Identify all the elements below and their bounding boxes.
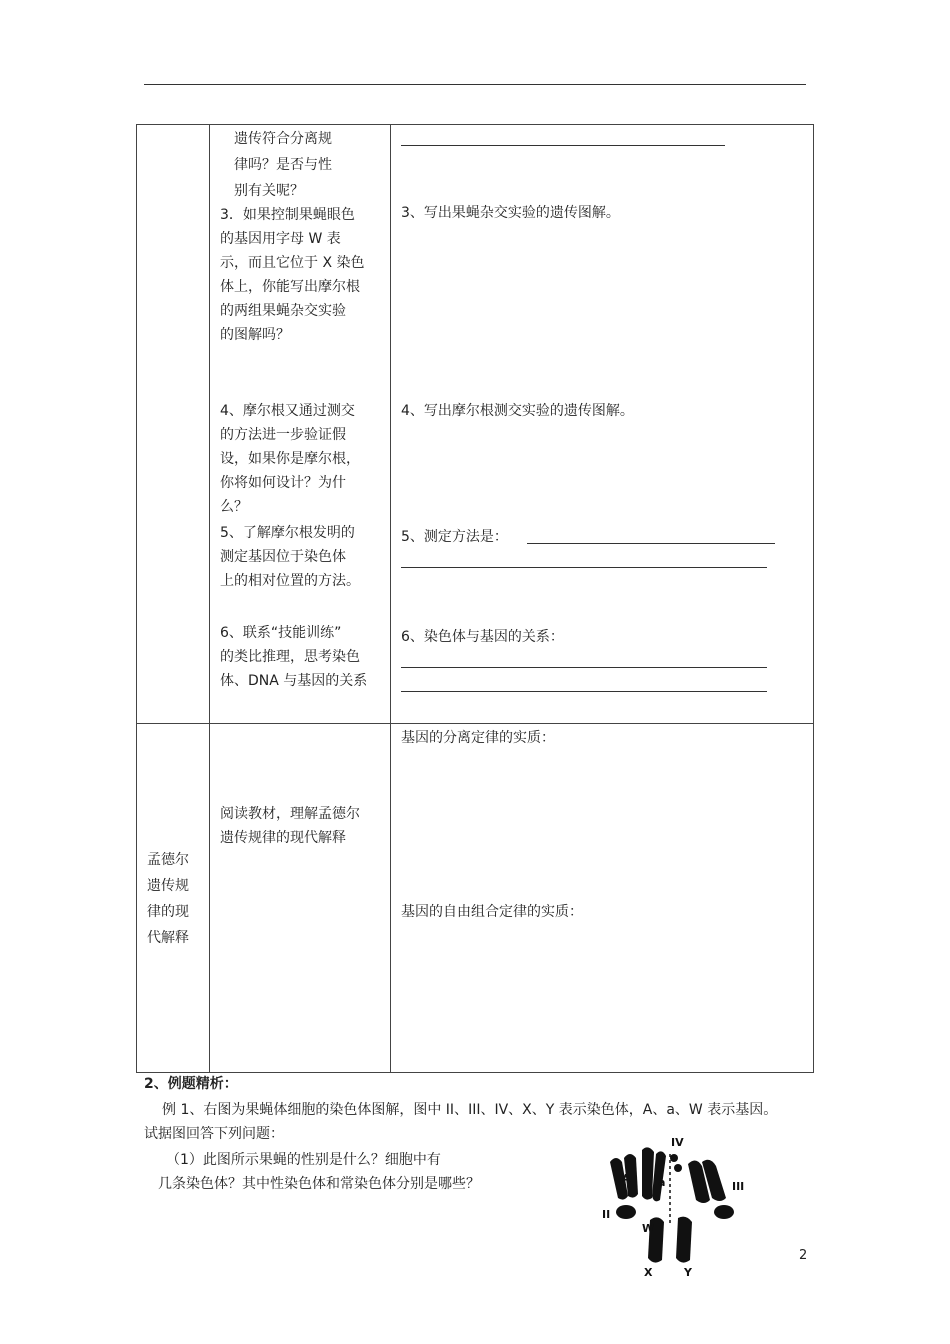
q4-line-1: 4、摩尔根又通过测交 bbox=[220, 403, 355, 419]
q3-line-6: 的图解吗？ bbox=[220, 327, 290, 343]
label-X: X bbox=[644, 1266, 653, 1279]
q4-line-2: 的方法进一步验证假 bbox=[220, 427, 346, 443]
label-a: a bbox=[658, 1176, 666, 1189]
q4-line-4: 你将如何设计？为什 bbox=[220, 475, 346, 491]
answer-6-line-2[interactable] bbox=[401, 691, 767, 692]
topic-line-2: 遗传规 bbox=[147, 878, 189, 894]
answer-4-label: 4、写出摩尔根测交实验的遗传图解。 bbox=[401, 403, 634, 419]
topic-line-4: 代解释 bbox=[147, 930, 189, 946]
q3-line-2: 的基因用字母 W 表 bbox=[220, 231, 341, 247]
header-rule bbox=[144, 84, 806, 85]
activity-cell bbox=[210, 724, 391, 1073]
q2-line-1: 遗传符合分离规 bbox=[234, 131, 332, 147]
q6-line-3: 体、DNA 与基因的关系 bbox=[220, 673, 368, 689]
chromosome-A-a bbox=[642, 1147, 654, 1199]
question-cell bbox=[210, 125, 391, 724]
label-Y: Y bbox=[684, 1266, 692, 1279]
page-number: 2 bbox=[799, 1248, 808, 1263]
answer-5-line-2[interactable] bbox=[401, 567, 767, 568]
activity-line-1: 阅读教材，理解孟德尔 bbox=[220, 806, 360, 822]
chromosome-IV-a bbox=[670, 1154, 678, 1162]
example-line-1: 例 1、右图为果蝇体细胞的染色体图解，图中 II、III、IV、X、Y 表示染色体，A、a、W 表示基因。 bbox=[162, 1102, 778, 1118]
q2-line-2: 律吗？是否与性 bbox=[234, 157, 332, 173]
answer-line[interactable] bbox=[401, 145, 725, 146]
free-combination-label: 基因的自由组合定律的实质： bbox=[401, 904, 583, 920]
q3-line-5: 的两组果蝇杂交实验 bbox=[220, 303, 346, 319]
answer-5-label: 5、测定方法是： bbox=[401, 529, 508, 545]
chromosome-diagram bbox=[598, 1134, 746, 1280]
q4-line-5: 么？ bbox=[220, 499, 248, 515]
activity-line-2: 遗传规律的现代解释 bbox=[220, 830, 346, 846]
topic-cell-empty bbox=[137, 125, 210, 724]
answer-cell bbox=[391, 125, 814, 724]
label-W: W bbox=[642, 1222, 655, 1235]
q5-line-2: 测定基因位于染色体 bbox=[220, 549, 346, 565]
section-heading: 2、例题精析： bbox=[144, 1076, 238, 1092]
q6-line-2: 的类比推理，思考染色 bbox=[220, 649, 360, 665]
example-line-2: 试据图回答下列问题： bbox=[144, 1126, 284, 1142]
label-IV: IV bbox=[671, 1136, 684, 1149]
chromosome-II-right bbox=[714, 1205, 734, 1219]
topic-line-1: 孟德尔 bbox=[147, 852, 189, 868]
q5-line-3: 上的相对位置的方法。 bbox=[220, 573, 360, 589]
chromosome-IV-b bbox=[674, 1164, 682, 1172]
chromosome-II-left bbox=[616, 1205, 636, 1219]
study-table bbox=[136, 124, 814, 1073]
answer-6-line-1[interactable] bbox=[401, 667, 767, 668]
label-A: A bbox=[622, 1172, 631, 1185]
q3-line-4: 体上，你能写出摩尔根 bbox=[220, 279, 360, 295]
q6-line-1: 6、联系“技能训练” bbox=[220, 625, 342, 641]
answer-3-label: 3、写出果蝇杂交实验的遗传图解。 bbox=[401, 205, 620, 221]
q3-line-1: 3．如果控制果蝇眼色 bbox=[220, 207, 355, 223]
table-row bbox=[137, 125, 814, 724]
table-row bbox=[137, 724, 814, 1073]
separation-law-label: 基因的分离定律的实质： bbox=[401, 730, 555, 746]
example-question-1-cont: 几条染色体？其中性染色体和常染色体分别是哪些？ bbox=[158, 1176, 480, 1192]
label-II: II bbox=[602, 1208, 611, 1221]
example-question-1: （1）此图所示果蝇的性别是什么？细胞中有 bbox=[166, 1152, 441, 1168]
essence-cell bbox=[391, 724, 814, 1073]
answer-6-label: 6、染色体与基因的关系： bbox=[401, 629, 564, 645]
topic-cell bbox=[137, 724, 210, 1073]
chromosome-Y bbox=[676, 1217, 692, 1263]
q5-line-1: 5、了解摩尔根发明的 bbox=[220, 525, 355, 541]
label-III: III bbox=[732, 1180, 745, 1193]
q2-line-3: 别有关呢？ bbox=[234, 183, 304, 199]
topic-line-3: 律的现 bbox=[147, 904, 189, 920]
q3-line-3: 示，而且它位于 X 染色 bbox=[220, 255, 365, 271]
answer-5-line-1[interactable] bbox=[527, 543, 775, 544]
q4-line-3: 设，如果你是摩尔根， bbox=[220, 451, 360, 467]
